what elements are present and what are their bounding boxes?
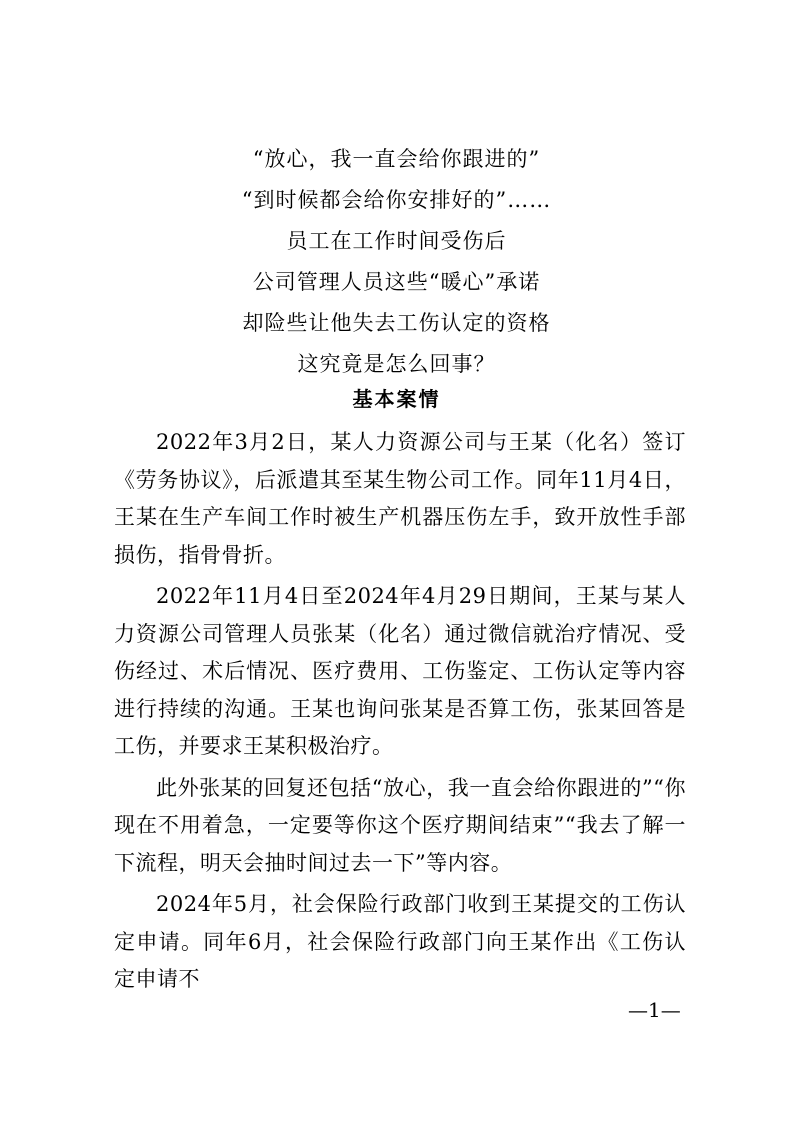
body-text (114, 424, 686, 1003)
intro-line: “放心，我一直会给你跟进的” (252, 147, 541, 171)
intro-line: “到时候都会给你安排好的”…… (241, 188, 552, 212)
section-heading: 基本案情 (352, 387, 441, 411)
intro-line: 员工在工作时间受伤后 (286, 229, 507, 253)
intro-block (0, 139, 793, 385)
paragraph: 此外张某的回复还包括“放心，我一直会给你跟进的”“你现在不用着急，一定要等你这个医疗期间结束”“我去了解一下流程，明天会抽时间过去一下”等内容。 (114, 775, 686, 875)
intro-line: 公司管理人员这些“暖心”承诺 (252, 270, 541, 294)
paragraph: 2022年3月2日，某人力资源公司与王某（化名）签订《劳务协议》，后派遣其至某生物公司工作。同年11月4日，王某在生产车间工作时被生产机器压伤左手，致开放性手部损伤，指骨骨折。 (114, 430, 686, 567)
paragraph: 2024年5月，社会保险行政部门收到王某提交的工伤认定申请。同年6月，社会保险行政部门向王某作出《工伤认定申请不 (114, 892, 686, 991)
paragraph: 2022年11月4日至2024年4月29日期间，王某与某人力资源公司管理人员张某（化名）通过微信就治疗情况、受伤经过、术后情况、医疗费用、工伤鉴定、工伤认定等内容进行持续的沟通。王某也询问张某是否算工伤，张某回答是工伤，并要求王某积极治疗。 (114, 584, 686, 758)
page-number: —1— (628, 998, 681, 1022)
intro-line: 这究竟是怎么回事？ (297, 352, 496, 376)
intro-line: 却险些让他失去工伤认定的资格 (242, 311, 551, 335)
